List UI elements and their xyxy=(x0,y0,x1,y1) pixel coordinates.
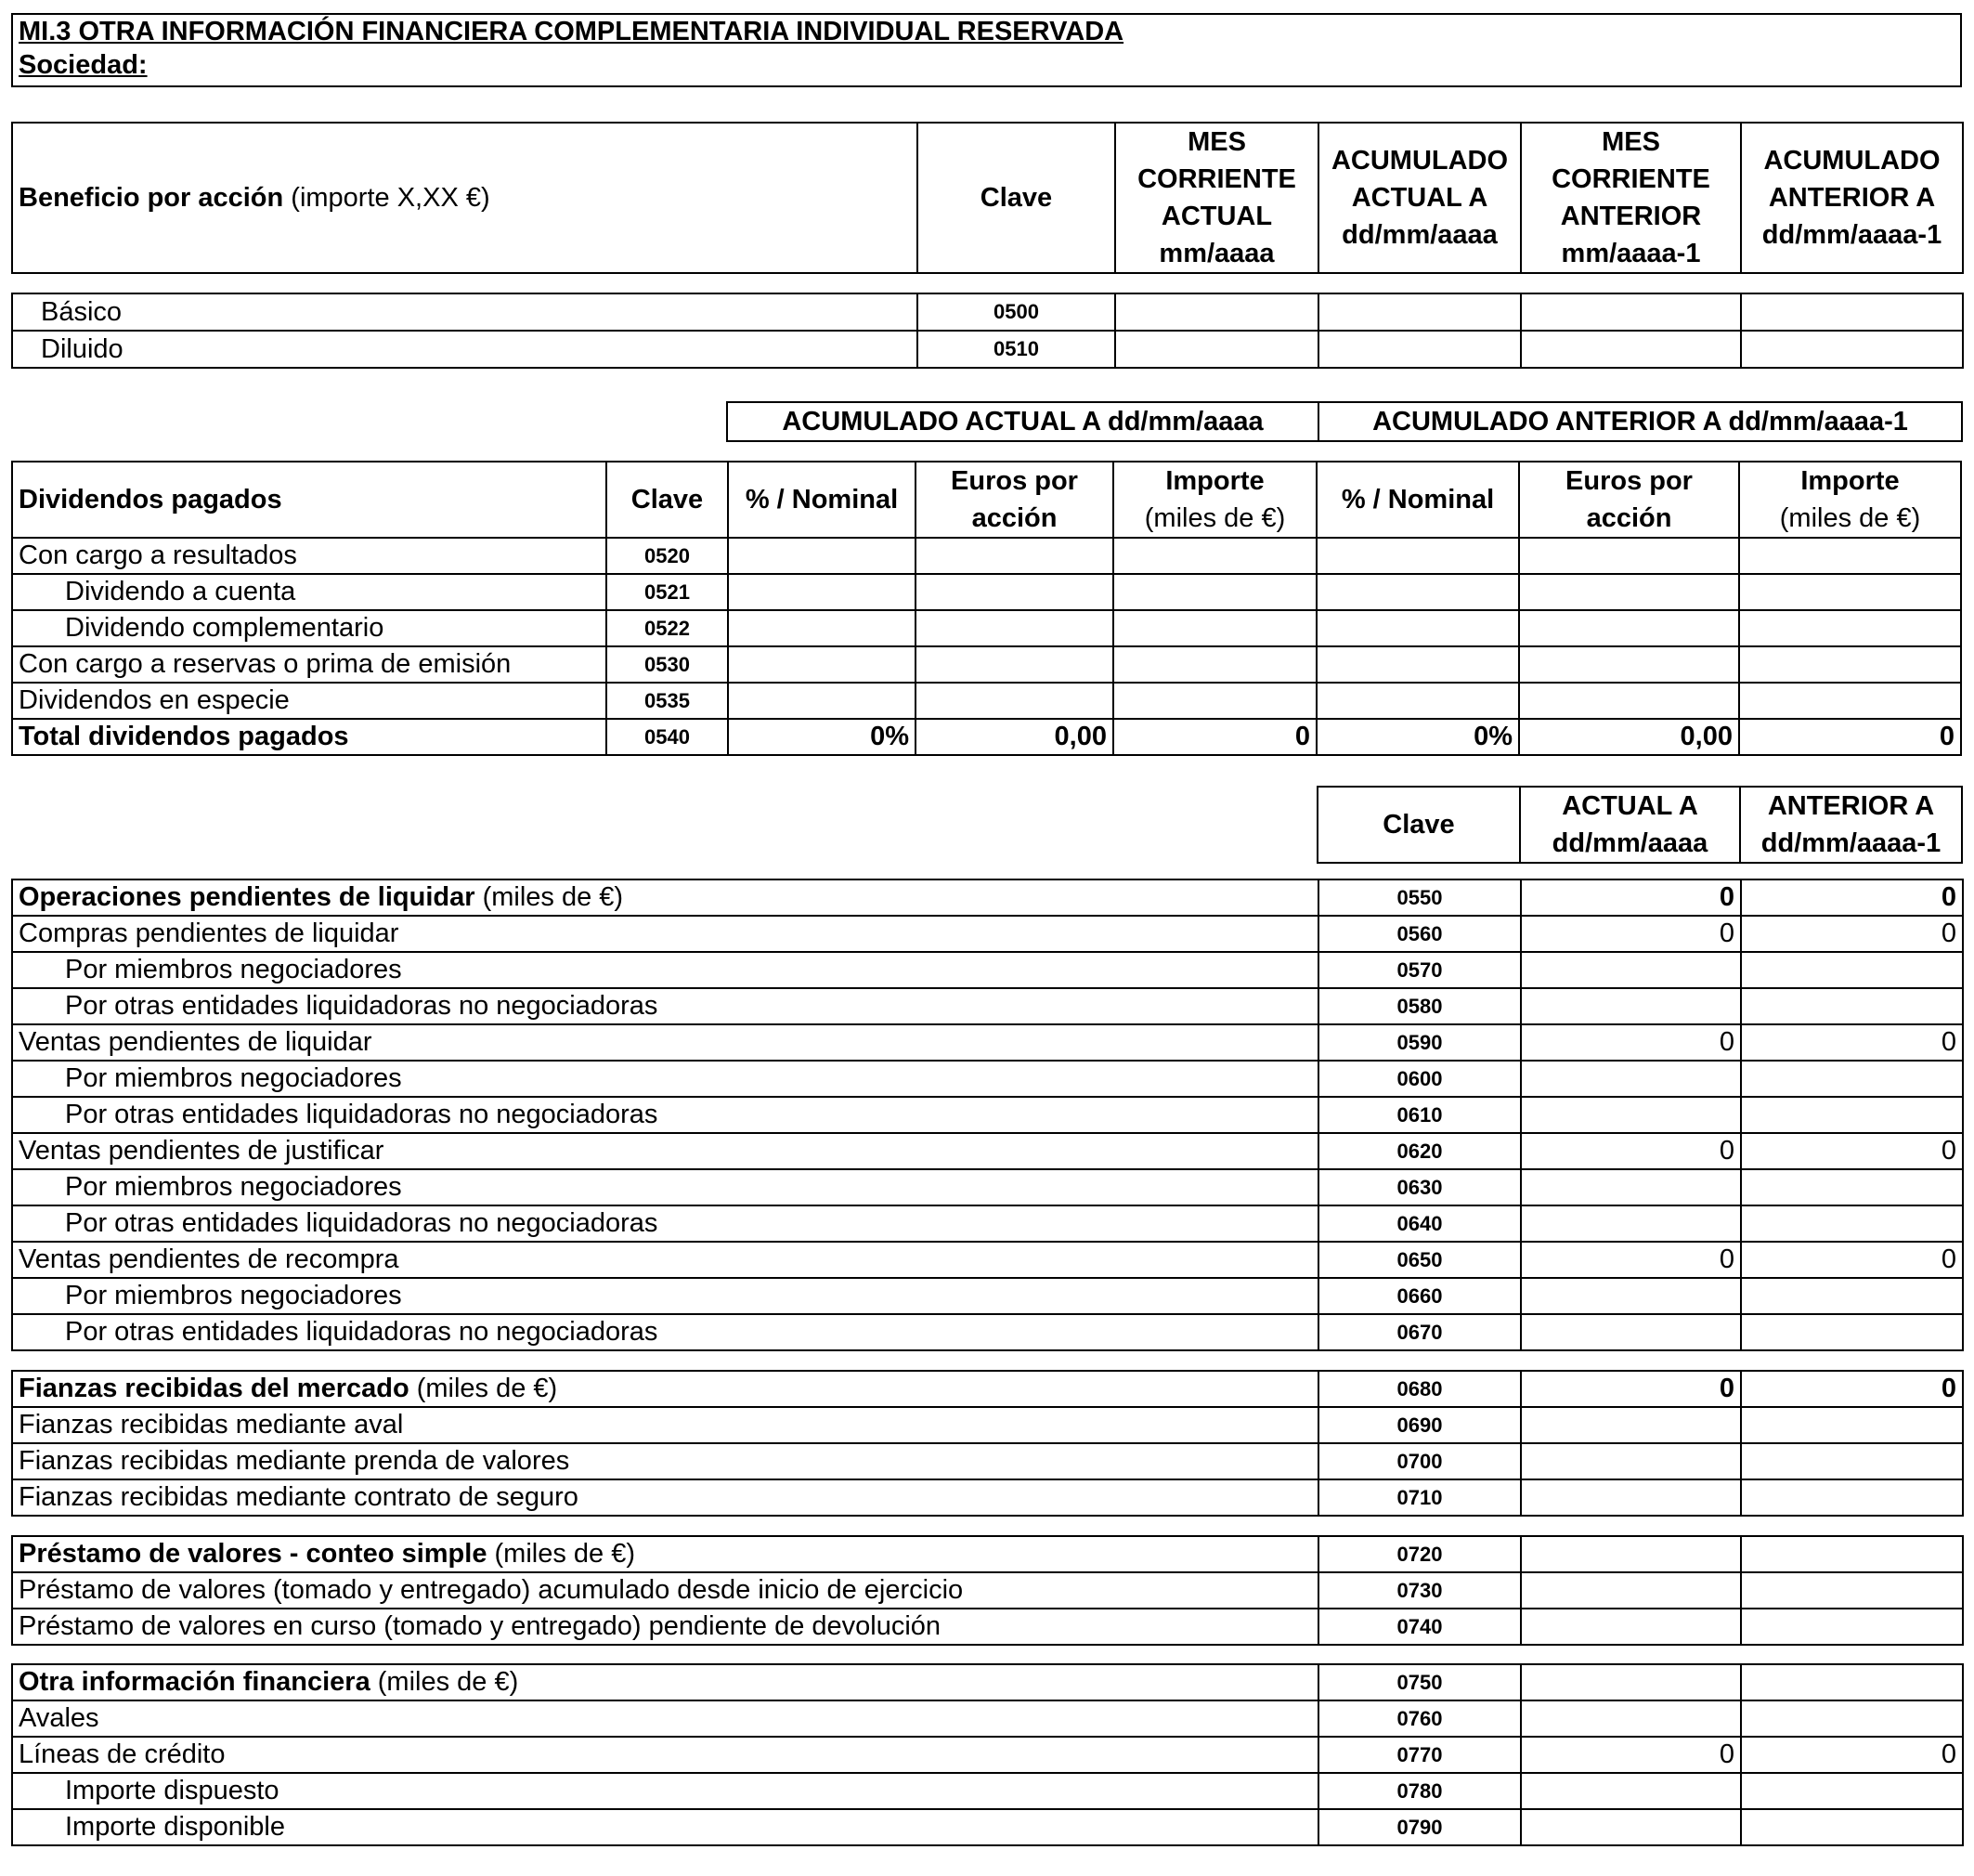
otra-row-clave: 0790 xyxy=(1318,1809,1521,1845)
input-cell[interactable] xyxy=(1521,1205,1741,1242)
eps-header-table xyxy=(11,122,1964,274)
input-cell[interactable] xyxy=(1521,1609,1741,1645)
input-cell[interactable] xyxy=(1739,610,1961,646)
ops-row-label: Ventas pendientes de liquidar xyxy=(12,1024,1318,1061)
input-cell[interactable] xyxy=(1521,1700,1741,1737)
dividends-col-pct-a: % / Nominal xyxy=(728,462,916,538)
input-cell[interactable] xyxy=(1741,1314,1963,1350)
dividends-col-clave: Clave xyxy=(606,462,728,538)
input-cell[interactable] xyxy=(1741,293,1963,331)
ops-clave: 0550 xyxy=(1318,879,1521,916)
fianzas-total-row xyxy=(12,1371,1963,1407)
table-row xyxy=(12,1205,1963,1242)
ops-row-clave: 0650 xyxy=(1318,1242,1521,1278)
prestamo-row-label: Préstamo de valores en curso (tomado y entregado) pendiente de devolución xyxy=(12,1609,1318,1645)
dividends-row-clave: 0522 xyxy=(606,610,728,646)
ops-row-actual[interactable]: 0 xyxy=(1521,916,1741,952)
ops-row-anterior[interactable]: 0 xyxy=(1741,1242,1963,1278)
input-cell[interactable] xyxy=(1317,574,1519,610)
table-row xyxy=(12,1061,1963,1097)
input-cell[interactable] xyxy=(1741,1773,1963,1809)
table-row xyxy=(12,646,1961,683)
ops-col-anterior: ANTERIOR A dd/mm/aaaa-1 xyxy=(1740,787,1962,863)
input-cell[interactable] xyxy=(1521,1061,1741,1097)
ops-col-clave: Clave xyxy=(1318,787,1520,863)
input-cell[interactable] xyxy=(1741,1278,1963,1314)
input-cell[interactable] xyxy=(1521,1097,1741,1133)
otra-title: Otra información financiera xyxy=(19,1667,370,1697)
dividends-col-pct-b: % / Nominal xyxy=(1317,462,1519,538)
table-row xyxy=(12,1242,1963,1278)
table-row xyxy=(12,1097,1963,1133)
prestamo-title-row xyxy=(12,1536,1963,1572)
table-row xyxy=(12,1314,1963,1350)
dividends-header-row xyxy=(12,462,1961,538)
ops-row-clave: 0580 xyxy=(1318,988,1521,1024)
header-line: (miles de €) xyxy=(1144,503,1286,533)
table-row xyxy=(12,988,1963,1024)
prestamo-title: Préstamo de valores - conteo simple xyxy=(19,1539,487,1569)
otra-row-clave: 0770 xyxy=(1318,1737,1521,1773)
input-cell[interactable] xyxy=(1318,293,1521,331)
table-row xyxy=(12,916,1963,952)
table-row xyxy=(12,1443,1963,1479)
otra-row-anterior[interactable]: 0 xyxy=(1741,1737,1963,1773)
dividends-title: Dividendos pagados xyxy=(12,462,606,538)
input-cell[interactable] xyxy=(1519,574,1739,610)
input-cell[interactable] xyxy=(1519,683,1739,719)
prestamo-row-clave: 0730 xyxy=(1318,1572,1521,1609)
eps-col-clave: Clave xyxy=(917,123,1115,273)
total-pct-actual: 0% xyxy=(728,719,916,755)
input-cell[interactable] xyxy=(1739,574,1961,610)
input-cell[interactable] xyxy=(1741,331,1963,368)
ops-row-clave: 0570 xyxy=(1318,952,1521,988)
ops-row-label: Por miembros negociadores xyxy=(12,952,1318,988)
eps-col-mes-actual: MES CORRIENTE ACTUAL mm/aaaa xyxy=(1115,123,1318,273)
input-cell[interactable] xyxy=(1317,683,1519,719)
dividends-table xyxy=(11,461,1962,756)
header-line: acción xyxy=(971,503,1058,533)
ops-row-clave: 0560 xyxy=(1318,916,1521,952)
input-cell[interactable] xyxy=(1521,331,1741,368)
fianzas-actual: 0 xyxy=(1521,1371,1741,1407)
input-cell[interactable] xyxy=(916,538,1113,574)
fianzas-row-label: Fianzas recibidas mediante contrato de seguro xyxy=(12,1479,1318,1516)
prestamo-unit: (miles de €) xyxy=(487,1539,636,1569)
input-cell[interactable] xyxy=(1521,988,1741,1024)
fianzas-title: Fianzas recibidas del mercado xyxy=(19,1374,409,1403)
input-cell[interactable] xyxy=(728,610,916,646)
fianzas-title-cell xyxy=(12,1371,1318,1407)
fianzas-row-label: Fianzas recibidas mediante aval xyxy=(12,1407,1318,1443)
eps-title: Beneficio por acción xyxy=(19,182,284,213)
otra-row-label: Importe dispuesto xyxy=(12,1773,1318,1809)
otra-unit: (miles de €) xyxy=(370,1667,519,1697)
header-line: acción xyxy=(1586,503,1672,533)
input-cell[interactable] xyxy=(1521,1536,1741,1572)
table-row xyxy=(12,574,1961,610)
input-cell[interactable] xyxy=(1519,646,1739,683)
input-cell[interactable] xyxy=(728,574,916,610)
dividends-col-euros-b xyxy=(1519,462,1739,538)
dividends-total-clave: 0540 xyxy=(606,719,728,755)
table-row xyxy=(12,610,1961,646)
ops-row-label: Por miembros negociadores xyxy=(12,1061,1318,1097)
otra-title-row xyxy=(12,1664,1963,1700)
header-line: Euros por xyxy=(951,466,1078,496)
ops-row-label: Por otras entidades liquidadoras no negociadoras xyxy=(12,1097,1318,1133)
dividends-col-euros-a xyxy=(916,462,1113,538)
header-line: Importe xyxy=(1800,466,1900,496)
table-row xyxy=(12,331,1963,368)
otra-row-label: Líneas de crédito xyxy=(12,1737,1318,1773)
ops-row-label: Ventas pendientes de recompra xyxy=(12,1242,1318,1278)
input-cell[interactable] xyxy=(1521,1314,1741,1350)
ops-row-anterior[interactable]: 0 xyxy=(1741,916,1963,952)
eps-unit: (importe X,XX €) xyxy=(283,182,490,213)
otra-row-actual[interactable]: 0 xyxy=(1521,1737,1741,1773)
ops-row-label: Por otras entidades liquidadoras no negociadoras xyxy=(12,988,1318,1024)
header-line: (miles de €) xyxy=(1779,503,1921,533)
ops-col-actual: ACTUAL A dd/mm/aaaa xyxy=(1520,787,1740,863)
table-row xyxy=(12,1609,1963,1645)
input-cell[interactable] xyxy=(1113,574,1317,610)
total-euros-anterior: 0,00 xyxy=(1519,719,1739,755)
input-cell[interactable] xyxy=(1741,1536,1963,1572)
ops-row-clave: 0670 xyxy=(1318,1314,1521,1350)
input-cell[interactable] xyxy=(1739,683,1961,719)
otra-row-label: Importe disponible xyxy=(12,1809,1318,1845)
prestamo-clave: 0720 xyxy=(1318,1536,1521,1572)
eps-title-cell xyxy=(12,123,917,273)
ops-row-clave: 0590 xyxy=(1318,1024,1521,1061)
ops-row-clave: 0630 xyxy=(1318,1169,1521,1205)
ops-title: Operaciones pendientes de liquidar xyxy=(19,882,475,912)
report-title: MI.3 OTRA INFORMACIÓN FINANCIERA COMPLEMENTARIA INDIVIDUAL RESERVADA xyxy=(19,17,1124,46)
ops-unit: (miles de €) xyxy=(474,882,624,912)
total-pct-anterior: 0% xyxy=(1317,719,1519,755)
ops-row-label: Por otras entidades liquidadoras no negociadoras xyxy=(12,1314,1318,1350)
eps-col-acum-anterior: ACUMULADO ANTERIOR A dd/mm/aaaa-1 xyxy=(1741,123,1963,273)
input-cell[interactable] xyxy=(1741,1097,1963,1133)
total-importe-actual: 0 xyxy=(1113,719,1317,755)
input-cell[interactable] xyxy=(1317,610,1519,646)
company-label: Sociedad: xyxy=(19,50,148,80)
total-euros-actual: 0,00 xyxy=(916,719,1113,755)
ops-title-cell xyxy=(12,879,1318,916)
input-cell[interactable] xyxy=(1741,1407,1963,1443)
report-header xyxy=(11,13,1962,87)
table-row xyxy=(12,1024,1963,1061)
ops-row-label: Ventas pendientes de justificar xyxy=(12,1133,1318,1169)
dividends-row-label: Dividendo complementario xyxy=(12,610,606,646)
dividends-total-row xyxy=(12,719,1961,755)
ops-row-actual[interactable]: 0 xyxy=(1521,1133,1741,1169)
ops-row-actual[interactable]: 0 xyxy=(1521,1242,1741,1278)
table-row xyxy=(12,683,1961,719)
input-cell[interactable] xyxy=(728,538,916,574)
input-cell[interactable] xyxy=(916,574,1113,610)
input-cell[interactable] xyxy=(916,683,1113,719)
prestamo-table xyxy=(11,1535,1964,1646)
dividends-row-label: Con cargo a reservas o prima de emisión xyxy=(12,646,606,683)
eps-row-label: Diluido xyxy=(12,331,917,368)
otra-row-clave: 0780 xyxy=(1318,1773,1521,1809)
input-cell[interactable] xyxy=(1113,610,1317,646)
eps-col-acum-actual: ACUMULADO ACTUAL A dd/mm/aaaa xyxy=(1318,123,1521,273)
input-cell[interactable] xyxy=(1741,1700,1963,1737)
dividends-col-importe-b xyxy=(1739,462,1961,538)
input-cell[interactable] xyxy=(1741,1609,1963,1645)
ops-column-header xyxy=(11,786,1963,864)
otra-table xyxy=(11,1663,1964,1846)
input-cell[interactable] xyxy=(1741,1169,1963,1205)
input-cell[interactable] xyxy=(1741,1572,1963,1609)
input-cell[interactable] xyxy=(1521,1773,1741,1809)
eps-col-mes-anterior: MES CORRIENTE ANTERIOR mm/aaaa-1 xyxy=(1521,123,1741,273)
table-row xyxy=(12,1133,1963,1169)
input-cell[interactable] xyxy=(1521,1407,1741,1443)
prestamo-row-clave: 0740 xyxy=(1318,1609,1521,1645)
ops-row-anterior[interactable]: 0 xyxy=(1741,1133,1963,1169)
input-cell[interactable] xyxy=(1741,1205,1963,1242)
fianzas-row-clave: 0690 xyxy=(1318,1407,1521,1443)
dividends-row-clave: 0520 xyxy=(606,538,728,574)
total-importe-anterior: 0 xyxy=(1739,719,1961,755)
dividends-row-clave: 0521 xyxy=(606,574,728,610)
table-row xyxy=(12,538,1961,574)
table-row xyxy=(12,293,1963,331)
input-cell[interactable] xyxy=(1739,538,1961,574)
input-cell[interactable] xyxy=(1318,331,1521,368)
input-cell[interactable] xyxy=(916,646,1113,683)
ops-row-label: Por miembros negociadores xyxy=(12,1169,1318,1205)
otra-row-clave: 0760 xyxy=(1318,1700,1521,1737)
input-cell[interactable] xyxy=(1741,1061,1963,1097)
ops-row-label: Compras pendientes de liquidar xyxy=(12,916,1318,952)
input-cell[interactable] xyxy=(1317,646,1519,683)
input-cell[interactable] xyxy=(1741,1809,1963,1845)
input-cell[interactable] xyxy=(728,683,916,719)
input-cell[interactable] xyxy=(1741,1479,1963,1516)
input-cell[interactable] xyxy=(1115,293,1318,331)
ops-row-label: Por miembros negociadores xyxy=(12,1278,1318,1314)
dividends-group-header xyxy=(11,401,1963,442)
ops-table xyxy=(11,879,1964,1351)
dividends-group-actual: ACUMULADO ACTUAL A dd/mm/aaaa xyxy=(727,402,1318,441)
table-row xyxy=(12,1737,1963,1773)
table-row xyxy=(12,1169,1963,1205)
input-cell[interactable] xyxy=(1519,610,1739,646)
ops-row-clave: 0600 xyxy=(1318,1061,1521,1097)
dividends-group-anterior: ACUMULADO ANTERIOR A dd/mm/aaaa-1 xyxy=(1318,402,1962,441)
dividends-total-label: Total dividendos pagados xyxy=(12,719,606,755)
input-cell[interactable] xyxy=(1519,538,1739,574)
eps-row-clave: 0500 xyxy=(917,293,1115,331)
fianzas-row-clave: 0700 xyxy=(1318,1443,1521,1479)
eps-row-label: Básico xyxy=(12,293,917,331)
input-cell[interactable] xyxy=(1317,538,1519,574)
eps-rows-table xyxy=(11,293,1964,369)
ops-row-actual[interactable]: 0 xyxy=(1521,1024,1741,1061)
table-row xyxy=(12,952,1963,988)
header-line: Euros por xyxy=(1565,466,1693,496)
input-cell[interactable] xyxy=(1113,538,1317,574)
otra-row-label: Avales xyxy=(12,1700,1318,1737)
ops-row-clave: 0610 xyxy=(1318,1097,1521,1133)
input-cell[interactable] xyxy=(1521,1479,1741,1516)
dividends-row-label: Con cargo a resultados xyxy=(12,538,606,574)
table-row xyxy=(12,1278,1963,1314)
dividends-row-clave: 0535 xyxy=(606,683,728,719)
input-cell[interactable] xyxy=(1521,1278,1741,1314)
ops-row-clave: 0620 xyxy=(1318,1133,1521,1169)
ops-row-clave: 0640 xyxy=(1318,1205,1521,1242)
header-line: Importe xyxy=(1165,466,1265,496)
input-cell[interactable] xyxy=(1521,952,1741,988)
table-row xyxy=(12,1479,1963,1516)
input-cell[interactable] xyxy=(1521,293,1741,331)
dividends-row-label: Dividendo a cuenta xyxy=(12,574,606,610)
dividends-row-label: Dividendos en especie xyxy=(12,683,606,719)
table-row xyxy=(12,1700,1963,1737)
input-cell[interactable] xyxy=(916,610,1113,646)
input-cell[interactable] xyxy=(1741,1443,1963,1479)
input-cell[interactable] xyxy=(1521,1443,1741,1479)
fianzas-anterior: 0 xyxy=(1741,1371,1963,1407)
input-cell[interactable] xyxy=(1521,1572,1741,1609)
dividends-row-clave: 0530 xyxy=(606,646,728,683)
dividends-col-importe-a xyxy=(1113,462,1317,538)
table-row xyxy=(12,1407,1963,1443)
otra-title-cell xyxy=(12,1664,1318,1700)
ops-row-clave: 0660 xyxy=(1318,1278,1521,1314)
input-cell[interactable] xyxy=(1741,952,1963,988)
input-cell[interactable] xyxy=(1521,1169,1741,1205)
input-cell[interactable] xyxy=(1113,646,1317,683)
ops-actual: 0 xyxy=(1521,879,1741,916)
fianzas-table xyxy=(11,1370,1964,1517)
input-cell[interactable] xyxy=(728,646,916,683)
input-cell[interactable] xyxy=(1741,988,1963,1024)
ops-row-label: Por otras entidades liquidadoras no negociadoras xyxy=(12,1205,1318,1242)
input-cell[interactable] xyxy=(1739,646,1961,683)
eps-row-clave: 0510 xyxy=(917,331,1115,368)
fianzas-clave: 0680 xyxy=(1318,1371,1521,1407)
ops-row-anterior[interactable]: 0 xyxy=(1741,1024,1963,1061)
input-cell[interactable] xyxy=(1521,1664,1741,1700)
input-cell[interactable] xyxy=(1521,1809,1741,1845)
fianzas-row-label: Fianzas recibidas mediante prenda de valores xyxy=(12,1443,1318,1479)
ops-total-row xyxy=(12,879,1963,916)
input-cell[interactable] xyxy=(1113,683,1317,719)
fianzas-row-clave: 0710 xyxy=(1318,1479,1521,1516)
ops-anterior: 0 xyxy=(1741,879,1963,916)
table-row xyxy=(12,1773,1963,1809)
fianzas-unit: (miles de €) xyxy=(409,1374,558,1403)
prestamo-title-cell xyxy=(12,1536,1318,1572)
prestamo-row-label: Préstamo de valores (tomado y entregado) acumulado desde inicio de ejercicio xyxy=(12,1572,1318,1609)
table-row xyxy=(12,1809,1963,1845)
input-cell[interactable] xyxy=(1115,331,1318,368)
otra-clave: 0750 xyxy=(1318,1664,1521,1700)
table-row xyxy=(12,1572,1963,1609)
input-cell[interactable] xyxy=(1741,1664,1963,1700)
